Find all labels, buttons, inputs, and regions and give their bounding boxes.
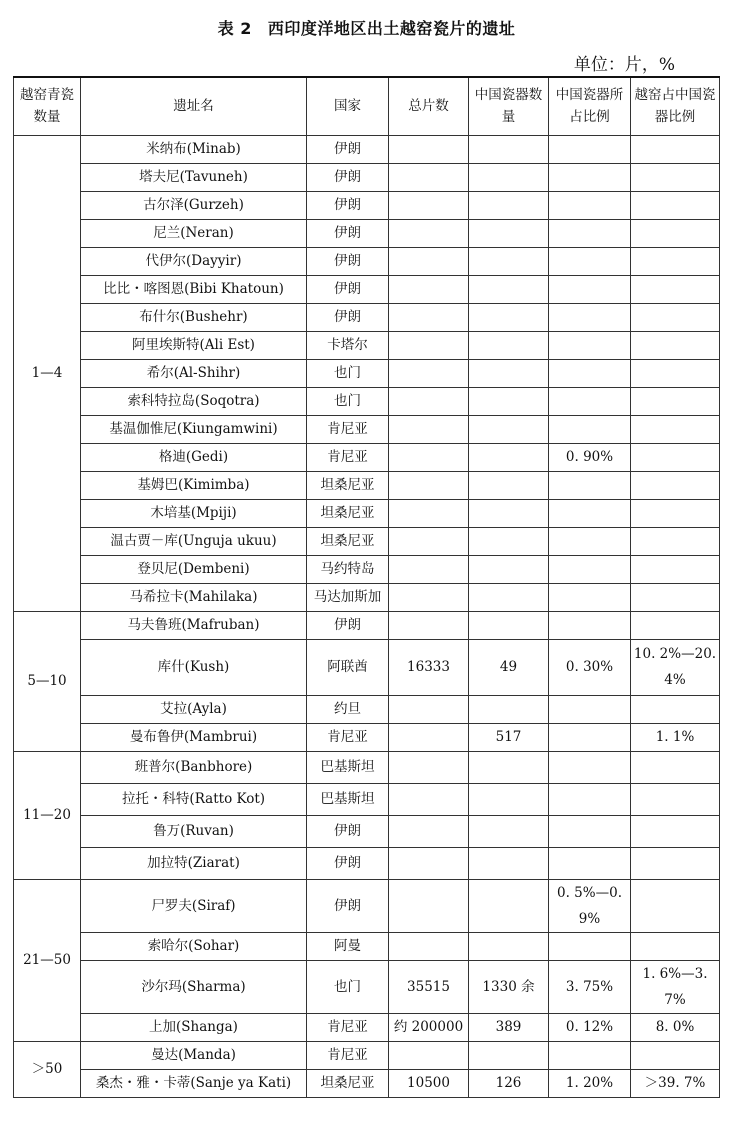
cell-total-sherds: 16333 — [389, 639, 469, 695]
cell-yue-ratio — [631, 191, 720, 219]
table-row — [14, 1069, 720, 1097]
table-row — [14, 527, 720, 555]
cell-site-name: 阿里埃斯特(Ali Est) — [81, 331, 307, 359]
cell-total-sherds — [389, 191, 469, 219]
table-row — [14, 135, 720, 163]
cell-country: 坦桑尼亚 — [307, 1069, 389, 1097]
table-row — [14, 751, 720, 783]
cell-total-sherds — [389, 359, 469, 387]
cell-yue-ratio — [631, 1041, 720, 1069]
cell-yue-ratio — [631, 879, 720, 932]
cell-chinese-ratio — [549, 415, 631, 443]
table-row — [14, 639, 720, 695]
table-body — [14, 135, 720, 1097]
cell-chinese-ratio — [549, 331, 631, 359]
table-header — [14, 77, 720, 135]
table-row — [14, 555, 720, 583]
cell-chinese-ratio — [549, 191, 631, 219]
cell-chinese-ratio — [549, 751, 631, 783]
table-row — [14, 960, 720, 1013]
cell-chinese-count — [469, 879, 549, 932]
cell-site-name: 马希拉卡(Mahilaka) — [81, 583, 307, 611]
cell-chinese-count — [469, 583, 549, 611]
cell-country: 伊朗 — [307, 611, 389, 639]
cell-chinese-count — [469, 387, 549, 415]
cell-chinese-ratio — [549, 847, 631, 879]
cell-chinese-ratio — [549, 303, 631, 331]
cell-site-name: 塔夫尼(Tavuneh) — [81, 163, 307, 191]
cell-chinese-ratio — [549, 723, 631, 751]
cell-chinese-ratio — [549, 247, 631, 275]
table-row — [14, 611, 720, 639]
cell-yue-ratio — [631, 359, 720, 387]
header-yue-count: 越窑青瓷数量 — [14, 77, 81, 135]
cell-country: 伊朗 — [307, 163, 389, 191]
cell-chinese-ratio — [549, 527, 631, 555]
cell-chinese-ratio — [549, 499, 631, 527]
cell-chinese-count — [469, 303, 549, 331]
table-row — [14, 1041, 720, 1069]
cell-chinese-ratio: 0. 12% — [549, 1013, 631, 1041]
cell-chinese-ratio — [549, 611, 631, 639]
group-label: 21—50 — [14, 879, 81, 1041]
cell-chinese-ratio — [549, 932, 631, 960]
cell-total-sherds: 35515 — [389, 960, 469, 1013]
cell-country: 伊朗 — [307, 815, 389, 847]
cell-site-name: 温古贾－库(Unguja ukuu) — [81, 527, 307, 555]
cell-country: 伊朗 — [307, 303, 389, 331]
cell-total-sherds — [389, 611, 469, 639]
cell-total-sherds — [389, 555, 469, 583]
group-label: ＞50 — [14, 1041, 81, 1097]
group-label: 5—10 — [14, 611, 81, 751]
cell-country: 伊朗 — [307, 847, 389, 879]
table-row — [14, 163, 720, 191]
unit-note: 单位：片，% — [573, 55, 675, 75]
header-yue-ratio: 越窑占中国瓷器比例 — [631, 77, 720, 135]
table-row — [14, 275, 720, 303]
cell-site-name: 曼达(Manda) — [81, 1041, 307, 1069]
cell-yue-ratio — [631, 847, 720, 879]
cell-total-sherds — [389, 751, 469, 783]
cell-total-sherds — [389, 275, 469, 303]
cell-country: 马达加斯加 — [307, 583, 389, 611]
cell-chinese-count — [469, 499, 549, 527]
cell-country: 伊朗 — [307, 247, 389, 275]
cell-country: 卡塔尔 — [307, 331, 389, 359]
cell-chinese-ratio — [549, 163, 631, 191]
cell-country: 巴基斯坦 — [307, 751, 389, 783]
cell-yue-ratio — [631, 247, 720, 275]
cell-site-name: 古尔泽(Gurzeh) — [81, 191, 307, 219]
cell-site-name: 希尔(Al-Shihr) — [81, 359, 307, 387]
cell-chinese-count — [469, 359, 549, 387]
cell-total-sherds — [389, 443, 469, 471]
cell-chinese-count — [469, 471, 549, 499]
cell-yue-ratio — [631, 555, 720, 583]
table-row — [14, 879, 720, 932]
cell-country: 马约特岛 — [307, 555, 389, 583]
cell-total-sherds — [389, 815, 469, 847]
cell-total-sherds — [389, 1041, 469, 1069]
cell-chinese-ratio — [549, 815, 631, 847]
cell-total-sherds — [389, 695, 469, 723]
cell-site-name: 鲁万(Ruvan) — [81, 815, 307, 847]
cell-site-name: 班普尔(Banbhore) — [81, 751, 307, 783]
cell-total-sherds: 10500 — [389, 1069, 469, 1097]
cell-site-name: 格迪(Gedi) — [81, 443, 307, 471]
cell-total-sherds — [389, 583, 469, 611]
cell-chinese-ratio — [549, 359, 631, 387]
cell-yue-ratio — [631, 815, 720, 847]
cell-site-name: 基温伽惟尼(Kiungamwini) — [81, 415, 307, 443]
cell-chinese-ratio — [549, 583, 631, 611]
table-row — [14, 932, 720, 960]
table-row — [14, 359, 720, 387]
cell-yue-ratio — [631, 275, 720, 303]
sites-table — [13, 76, 720, 1098]
cell-yue-ratio — [631, 527, 720, 555]
table-caption — [0, 16, 733, 39]
cell-yue-ratio — [631, 751, 720, 783]
cell-total-sherds — [389, 415, 469, 443]
cell-yue-ratio — [631, 135, 720, 163]
cell-yue-ratio — [631, 695, 720, 723]
cell-yue-ratio — [631, 583, 720, 611]
cell-site-name: 艾拉(Ayla) — [81, 695, 307, 723]
cell-chinese-ratio — [549, 555, 631, 583]
table-number: 表 2 — [217, 19, 252, 38]
cell-chinese-ratio: 3. 75% — [549, 960, 631, 1013]
header-chinese-ratio: 中国瓷器所占比例 — [549, 77, 631, 135]
cell-country: 肯尼亚 — [307, 1041, 389, 1069]
cell-yue-ratio — [631, 219, 720, 247]
cell-country: 巴基斯坦 — [307, 783, 389, 815]
cell-country: 阿联酋 — [307, 639, 389, 695]
cell-total-sherds — [389, 783, 469, 815]
table-row — [14, 331, 720, 359]
cell-chinese-ratio — [549, 1041, 631, 1069]
cell-chinese-ratio: 0. 5%—0. 9% — [549, 879, 631, 932]
cell-country: 伊朗 — [307, 219, 389, 247]
cell-site-name: 沙尔玛(Sharma) — [81, 960, 307, 1013]
cell-yue-ratio — [631, 499, 720, 527]
cell-yue-ratio: 10. 2%—20. 4% — [631, 639, 720, 695]
cell-chinese-count — [469, 847, 549, 879]
group-label: 1—4 — [14, 135, 81, 611]
table-row — [14, 443, 720, 471]
cell-yue-ratio — [631, 611, 720, 639]
cell-site-name: 曼布鲁伊(Mambrui) — [81, 723, 307, 751]
cell-site-name: 加拉特(Ziarat) — [81, 847, 307, 879]
cell-country: 坦桑尼亚 — [307, 527, 389, 555]
cell-yue-ratio: ＞39. 7% — [631, 1069, 720, 1097]
cell-country: 也门 — [307, 359, 389, 387]
cell-chinese-ratio — [549, 135, 631, 163]
cell-total-sherds — [389, 471, 469, 499]
cell-country: 肯尼亚 — [307, 443, 389, 471]
cell-chinese-count — [469, 555, 549, 583]
cell-total-sherds — [389, 847, 469, 879]
cell-yue-ratio: 8. 0% — [631, 1013, 720, 1041]
cell-site-name: 拉托・科特(Ratto Kot) — [81, 783, 307, 815]
cell-total-sherds — [389, 499, 469, 527]
cell-chinese-ratio: 1. 20% — [549, 1069, 631, 1097]
cell-yue-ratio — [631, 443, 720, 471]
cell-yue-ratio: 1. 6%—3. 7% — [631, 960, 720, 1013]
cell-chinese-count — [469, 443, 549, 471]
cell-chinese-ratio: 0. 30% — [549, 639, 631, 695]
cell-total-sherds — [389, 163, 469, 191]
header-site-name: 遗址名 — [81, 77, 307, 135]
table-row — [14, 247, 720, 275]
cell-chinese-ratio — [549, 695, 631, 723]
cell-chinese-ratio — [549, 783, 631, 815]
table-row — [14, 815, 720, 847]
cell-yue-ratio — [631, 331, 720, 359]
cell-site-name: 尼兰(Neran) — [81, 219, 307, 247]
cell-yue-ratio — [631, 783, 720, 815]
cell-chinese-ratio: 0. 90% — [549, 443, 631, 471]
cell-chinese-count — [469, 219, 549, 247]
cell-chinese-ratio — [549, 387, 631, 415]
table-row — [14, 847, 720, 879]
cell-site-name: 索科特拉岛(Soqotra) — [81, 387, 307, 415]
cell-chinese-count — [469, 1041, 549, 1069]
table-row — [14, 583, 720, 611]
cell-chinese-ratio — [549, 471, 631, 499]
cell-chinese-count — [469, 415, 549, 443]
cell-site-name: 米纳布(Minab) — [81, 135, 307, 163]
cell-total-sherds — [389, 527, 469, 555]
cell-chinese-count — [469, 163, 549, 191]
cell-total-sherds — [389, 723, 469, 751]
cell-total-sherds: 约 200000 — [389, 1013, 469, 1041]
cell-chinese-count — [469, 783, 549, 815]
cell-yue-ratio — [631, 471, 720, 499]
table-row — [14, 783, 720, 815]
cell-total-sherds — [389, 879, 469, 932]
table-row — [14, 303, 720, 331]
cell-country: 也门 — [307, 960, 389, 1013]
cell-site-name: 桑杰・雅・卡蒂(Sanje ya Kati) — [81, 1069, 307, 1097]
table-row — [14, 415, 720, 443]
cell-country: 伊朗 — [307, 275, 389, 303]
table-title: 西印度洋地区出土越窑瓷片的遗址 — [267, 19, 516, 38]
header-chinese-count: 中国瓷器数量 — [469, 77, 549, 135]
cell-total-sherds — [389, 331, 469, 359]
cell-country: 也门 — [307, 387, 389, 415]
cell-chinese-count — [469, 815, 549, 847]
cell-total-sherds — [389, 303, 469, 331]
cell-yue-ratio — [631, 303, 720, 331]
cell-yue-ratio: 1. 1% — [631, 723, 720, 751]
cell-yue-ratio — [631, 415, 720, 443]
cell-yue-ratio — [631, 387, 720, 415]
cell-yue-ratio — [631, 163, 720, 191]
cell-chinese-count — [469, 611, 549, 639]
table-row — [14, 471, 720, 499]
cell-site-name: 索哈尔(Sohar) — [81, 932, 307, 960]
cell-country: 肯尼亚 — [307, 415, 389, 443]
cell-chinese-count — [469, 191, 549, 219]
cell-chinese-count — [469, 275, 549, 303]
cell-site-name: 代伊尔(Dayyir) — [81, 247, 307, 275]
group-label: 11—20 — [14, 751, 81, 879]
table-row — [14, 387, 720, 415]
cell-country: 肯尼亚 — [307, 723, 389, 751]
cell-total-sherds — [389, 135, 469, 163]
cell-chinese-ratio — [549, 275, 631, 303]
cell-total-sherds — [389, 219, 469, 247]
cell-chinese-count: 1330 余 — [469, 960, 549, 1013]
cell-site-name: 上加(Shanga) — [81, 1013, 307, 1041]
cell-country: 伊朗 — [307, 879, 389, 932]
cell-site-name: 尸罗夫(Siraf) — [81, 879, 307, 932]
cell-chinese-count: 49 — [469, 639, 549, 695]
cell-country: 肯尼亚 — [307, 1013, 389, 1041]
cell-chinese-count: 126 — [469, 1069, 549, 1097]
table-row — [14, 723, 720, 751]
cell-country: 坦桑尼亚 — [307, 499, 389, 527]
table-row — [14, 499, 720, 527]
cell-yue-ratio — [631, 932, 720, 960]
cell-chinese-count — [469, 135, 549, 163]
cell-country: 伊朗 — [307, 191, 389, 219]
cell-country: 约旦 — [307, 695, 389, 723]
cell-total-sherds — [389, 932, 469, 960]
cell-country: 伊朗 — [307, 135, 389, 163]
cell-chinese-count: 517 — [469, 723, 549, 751]
cell-country: 坦桑尼亚 — [307, 471, 389, 499]
cell-site-name: 马夫鲁班(Mafruban) — [81, 611, 307, 639]
cell-chinese-count — [469, 247, 549, 275]
cell-site-name: 库什(Kush) — [81, 639, 307, 695]
cell-chinese-count — [469, 751, 549, 783]
cell-chinese-ratio — [549, 219, 631, 247]
cell-chinese-count — [469, 331, 549, 359]
cell-total-sherds — [389, 247, 469, 275]
cell-site-name: 木培基(Mpiji) — [81, 499, 307, 527]
cell-country: 阿曼 — [307, 932, 389, 960]
cell-site-name: 比比・喀图恩(Bibi Khatoun) — [81, 275, 307, 303]
cell-chinese-count — [469, 695, 549, 723]
cell-total-sherds — [389, 387, 469, 415]
table-row — [14, 695, 720, 723]
header-total-sherds: 总片数 — [389, 77, 469, 135]
cell-site-name: 布什尔(Bushehr) — [81, 303, 307, 331]
header-country: 国家 — [307, 77, 389, 135]
cell-site-name: 登贝尼(Dembeni) — [81, 555, 307, 583]
cell-site-name: 基姆巴(Kimimba) — [81, 471, 307, 499]
table-row — [14, 191, 720, 219]
table-row — [14, 1013, 720, 1041]
cell-chinese-count — [469, 527, 549, 555]
table-row — [14, 219, 720, 247]
cell-chinese-count — [469, 932, 549, 960]
cell-chinese-count: 389 — [469, 1013, 549, 1041]
